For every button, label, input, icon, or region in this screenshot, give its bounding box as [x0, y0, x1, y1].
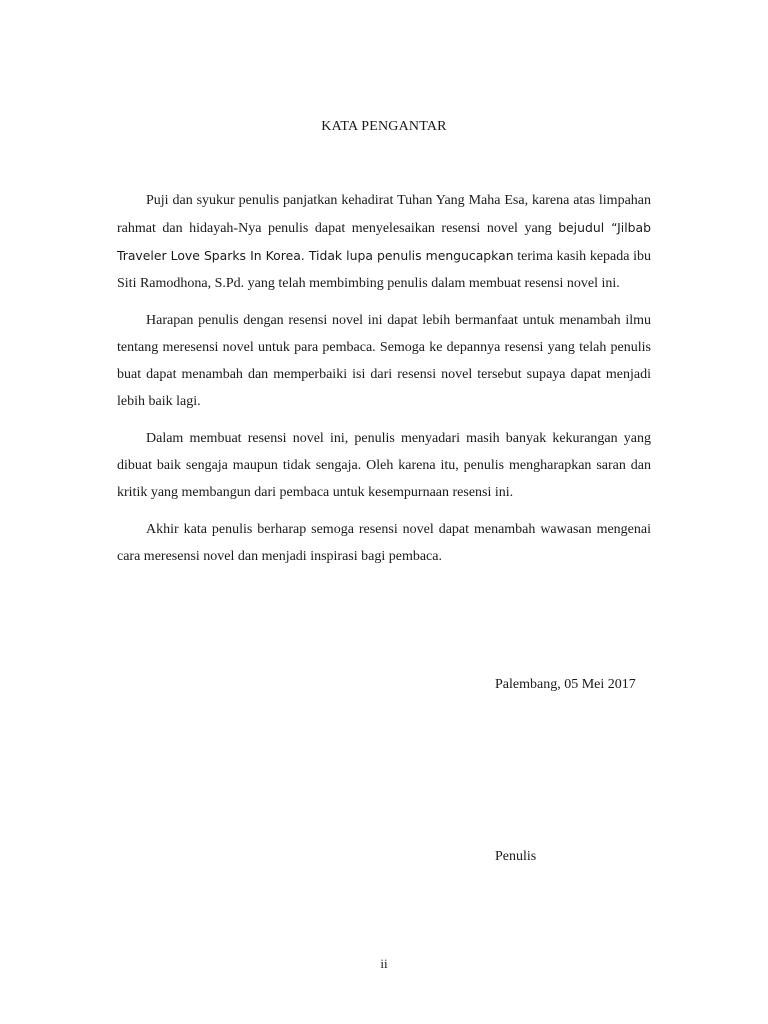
page-number: ii [380, 956, 388, 971]
paragraph-1 [117, 187, 651, 297]
author-signature: Penulis [495, 849, 537, 864]
document-body [117, 187, 651, 580]
paragraph-3: Dalam membuat resensi novel ini, penulis menyadari masih banyak kekurangan yang dibuat baik sengaja maupun tidak sengaja. Oleh karena itu, penulis mengharapkan saran dan kritik yang membangun dari pembaca untuk kesempurnaan resensi ini. [117, 431, 651, 500]
place-date: Palembang, 05 Mei 2017 [495, 677, 636, 692]
paragraph-1-text-c: terima kasih kepada ibu Siti Ramodhona, S.Pd. yang telah membimbing penulis dalam membuat resensi novel ini. [117, 249, 652, 291]
paragraph-1-text-b: bejudul “Jilbab Traveler Love Sparks In Korea. Tidak lupa penulis mengucapkan [117, 220, 651, 263]
paragraph-2: Harapan penulis dengan resensi novel ini dapat lebih bermanfaat untuk menambah ilmu tentang meresensi novel untuk para pembaca. Semoga ke depannya resensi yang telah penulis buat dapat menambah dan memperbaiki isi dari resensi novel tersebut supaya dapat menjadi lebih baik lagi. [117, 313, 651, 409]
paragraph-4: Akhir kata penulis berharap semoga resensi novel dapat menambah wawasan mengenai cara meresensi novel dan menjadi inspirasi bagi pembaca. [117, 522, 651, 564]
paragraph-1-text-a: Puji dan syukur penulis panjatkan kehadirat Tuhan Yang Maha Esa, karena atas limpahan rahmat dan hidayah-Nya penulis dapat menyelesaikan resensi novel yang [117, 193, 651, 236]
page-title: KATA PENGANTAR [321, 119, 447, 134]
